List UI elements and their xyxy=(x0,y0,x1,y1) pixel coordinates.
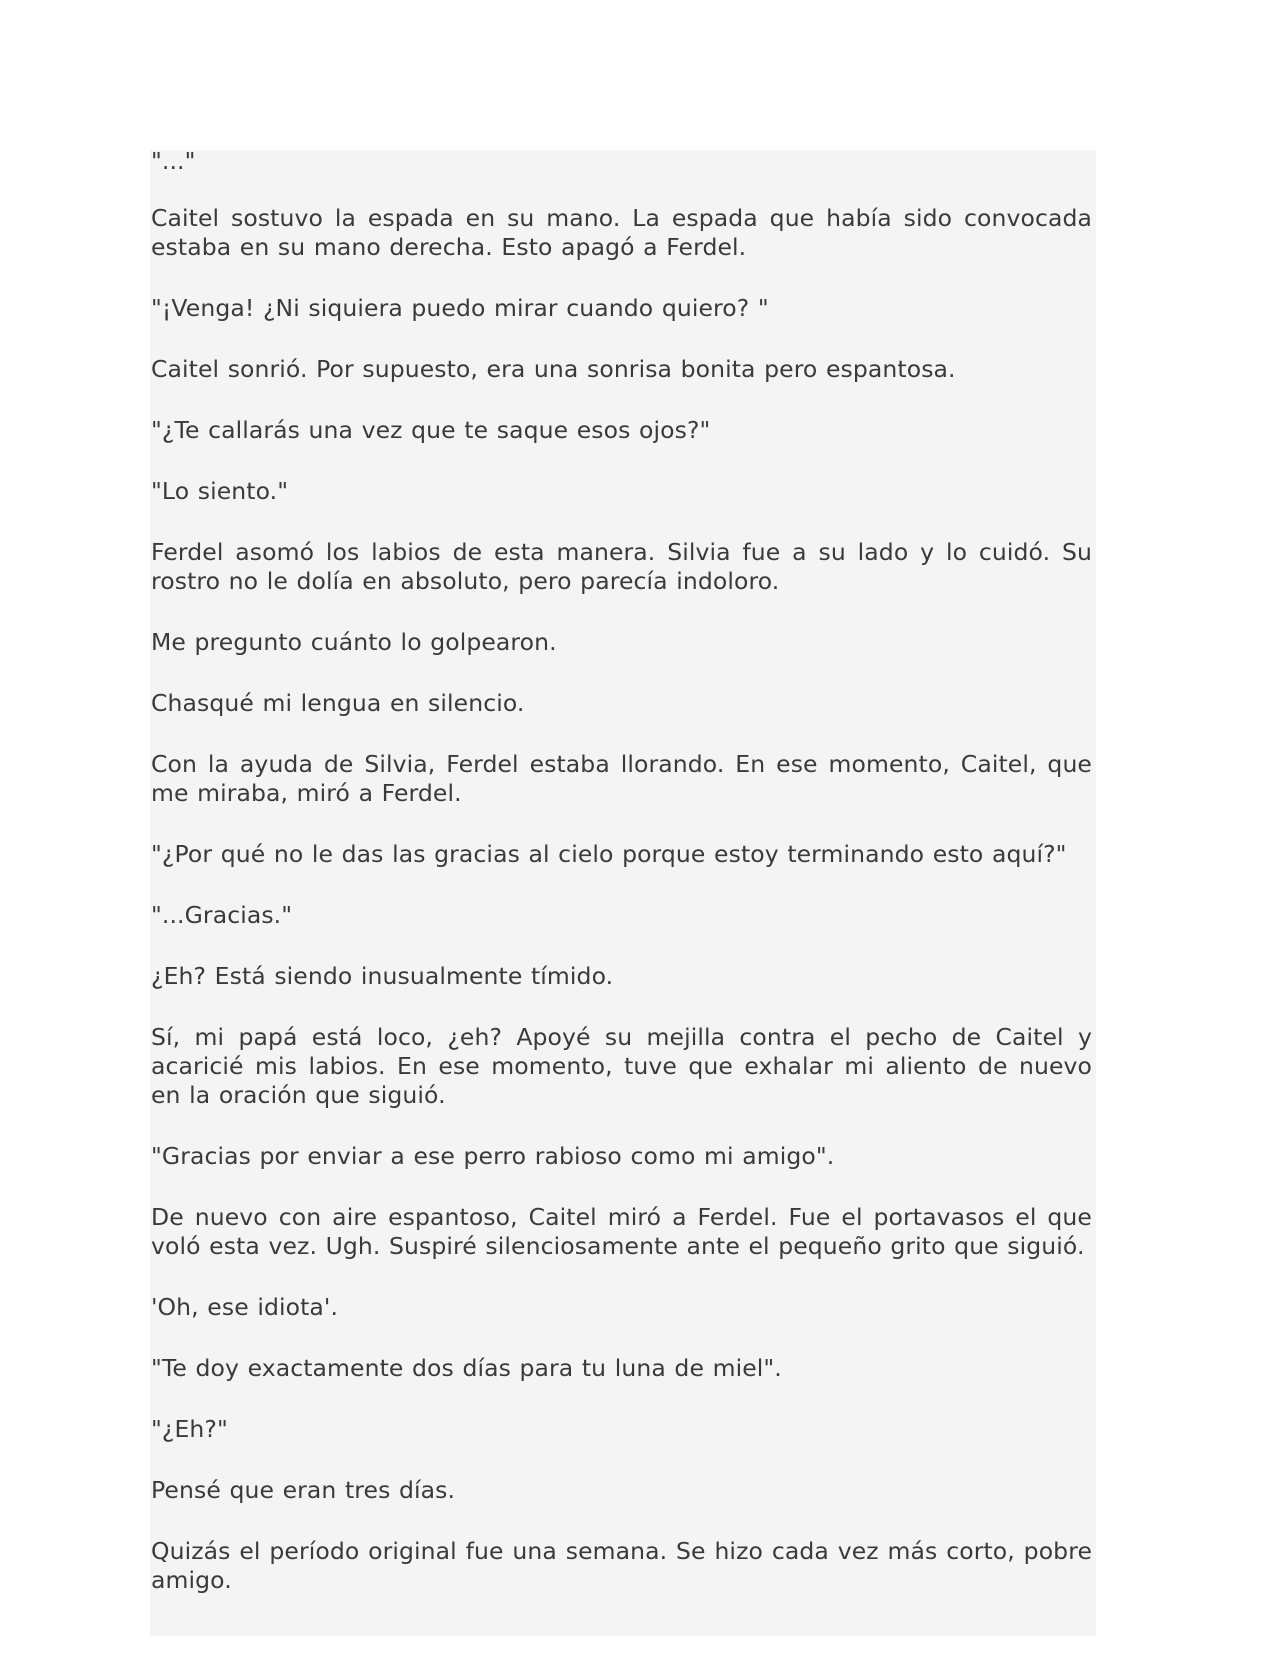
paragraph: Me pregunto cuánto lo golpearon. xyxy=(151,628,557,656)
paragraph: Caitel sonrió. Por supuesto, era una sonrisa bonita pero espantosa. xyxy=(151,355,956,383)
paragraph: "¿Eh?" xyxy=(151,1415,228,1443)
paragraph: ¿Eh? Está siendo inusualmente tímido. xyxy=(151,962,614,990)
paragraph: "¿Te callarás una vez que te saque esos ojos?" xyxy=(151,416,711,444)
paragraph: "¿Por qué no le das las gracias al cielo porque estoy terminando esto aquí?" xyxy=(151,840,1067,868)
paragraph: Quizás el período original fue una semana. Se hizo cada vez más corto, pobre amigo. xyxy=(151,1537,1092,1594)
paragraph: 'Oh, ese idiota'. xyxy=(151,1293,339,1321)
paragraph: Caitel sostuvo la espada en su mano. La espada que había sido convocada estaba en su mano derecha. Esto apagó a Ferdel. xyxy=(151,204,1092,261)
paragraph: Sí, mi papá está loco, ¿eh? Apoyé su mejilla contra el pecho de Caitel y acaricié mis labios. En ese momento, tuve que exhalar mi aliento de nuevo en la oración que siguió. xyxy=(151,1023,1092,1109)
paragraph: De nuevo con aire espantoso, Caitel miró a Ferdel. Fue el portavasos el que voló esta vez. Ugh. Suspiré silenciosamente ante el pequeño grito que siguió. xyxy=(151,1203,1092,1260)
paragraph: "Gracias por enviar a ese perro rabioso como mi amigo". xyxy=(151,1142,835,1170)
paragraph: "..." xyxy=(151,147,196,175)
paragraph: "Te doy exactamente dos días para tu luna de miel". xyxy=(151,1354,782,1382)
paragraph: Chasqué mi lengua en silencio. xyxy=(151,689,525,717)
paragraph: Ferdel asomó los labios de esta manera. Silvia fue a su lado y lo cuidó. Su rostro no le dolía en absoluto, pero parecía indoloro. xyxy=(151,538,1092,595)
paragraph: Pensé que eran tres días. xyxy=(151,1476,456,1504)
paragraph: "¡Venga! ¿Ni siquiera puedo mirar cuando quiero? " xyxy=(151,294,769,322)
paragraph: "...Gracias." xyxy=(151,901,293,929)
paragraph: "Lo siento." xyxy=(151,477,289,505)
paragraph: Con la ayuda de Silvia, Ferdel estaba llorando. En ese momento, Caitel, que me miraba, miró a Ferdel. xyxy=(151,750,1092,807)
document-page xyxy=(150,147,1096,1636)
